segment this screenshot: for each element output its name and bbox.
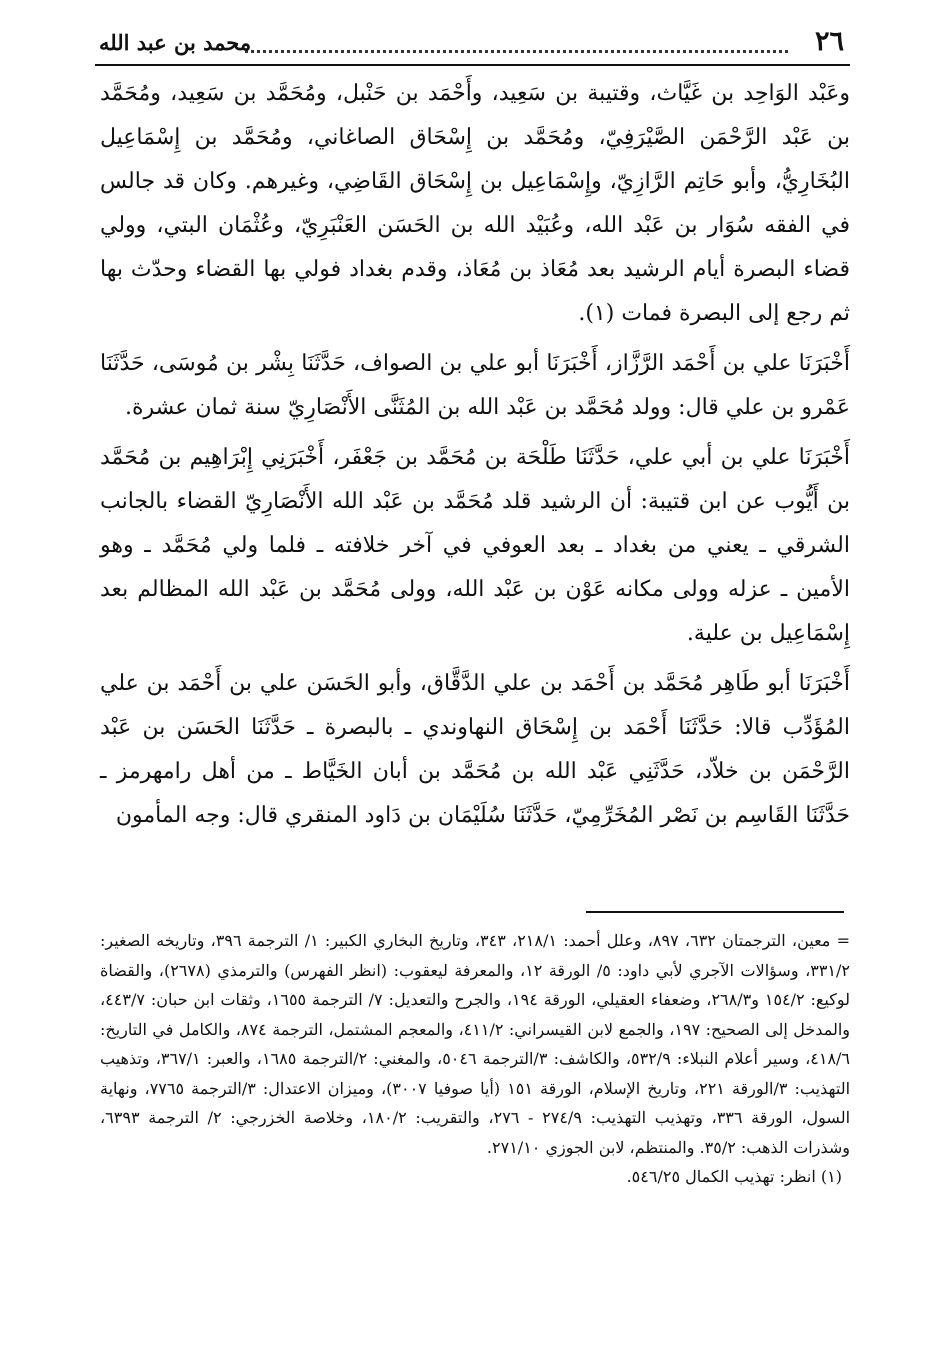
running-title: محمد بن عبد الله xyxy=(99,30,252,55)
body-paragraph: أَخْبَرَنَا علي بن أَحْمَد الرَّزَّاز، أَخْبَرَنَا أبو علي بن الصواف، حَدَّثَنَا بِشْر بن مُوسَى، حَدَّثَنَا عَمْرو بن علي قال: وولد مُحَمَّد بن عَبْد الله بن المُثَنَّى الأَنْصَارِيّ سنة ثمان عشرة. xyxy=(100,351,850,420)
body-paragraph: أَخْبَرَنَا أبو طَاهِر مُحَمَّد بن أَحْمَد بن علي الدَّقَّاق، وأبو الحَسَن علي بن أَحْمَد بن علي المُؤَدِّب قالا: حَدَّثَنَا أَحْمَد بن إِسْحَاق النهاوندي ـ بالبصرة ـ حَدَّثَنَا الحَسَن بن عَبْد الرَّحْمَن بن خلاّد، حَدَّثَنِي عَبْد الله بن مُحَمَّد بن أبان الخَيَّاط ـ من أهل رامهرمز ـ حَدَّثَنَا القَاسِم بن نَصْر المُخَرِّمِيّ، حَدَّثَنَا سُلَيْمَان بن دَاود المنقري قال: وجه المأمون xyxy=(100,671,850,828)
main-text xyxy=(100,72,850,844)
body-paragraph: أَخْبَرَنَا علي بن أبي علي، حَدَّثَنَا طَلْحَة بن مُحَمَّد بن جَعْفَر، أَخْبَرَنِي إِبْرَاهِيم بن مُحَمَّد بن أَيُّوب عن ابن قتيبة: أن الرشيد قلد مُحَمَّد بن عَبْد الله الأَنْصَارِيّ القضاء بالجانب الشرقي ـ يعني من بغداد ـ بعد العوفي في آخر خلافته ـ فلما ولي مُحَمَّد ـ وهو الأمين ـ عزله وولى مكانه عَوْن بن عَبْد الله، وولى مُحَمَّد بن عَبْد الله المظالم بعد إِسْمَاعِيل بن علية. xyxy=(100,445,850,646)
footnote-continuation: = معين، الترجمتان ٦٣٢، ٨٩٧، وعلل أحمد: ٢١٨/١، ٣٤٣، وتاريخ البخاري الكبير: ١/ الترجمة ٣٩٦، وتاريخه الصغير: ٣٣١/٢، وسؤالات الآجري لأبي داود: ٥/ الورقة ١٢، والمعرفة ليعقوب: (انظر الفهرس) والترمذي (٢٦٧٨)، والقضاة لوكيع: ١٥٤/٢ و٢٦٨/٣، وضعفاء العقيلي، الورقة ١٩٤، والجرح والتعديل: ٧/ الترجمة ١٦٥٥، وثقات ابن حبان: ٤٤٣/٧، والمدخل إلى الصحيح: ١٩٧، والجمع لابن القيسراني: ٤١١/٢، والمعجم المشتمل، الترجمة ٨٧٤، والكامل في التاريخ: ٤١٨/٦، وسير أعلام النبلاء: ٥٣٢/٩، والكاشف: ٣/الترجمة ٥٠٤٦، والمغني: ٢/الترجمة ١٦٨٥، والعبر: ٣٦٧/١، وتذهيب التهذيب: ٣/الورقة ٢٢١، وتاريخ الإسلام، الورقة ١٥١ (أيا صوفيا ٣٠٠٧)، وميزان الاعتدال: ٣/الترجمة ٧٧٦٥، ونهاية السول، الورقة ٣٣٦، وتهذيب التهذيب: ٢٧٤/٩ - ٢٧٦، والتقريب: ١٨٠/٢، وخلاصة الخزرجي: ٢/ الترجمة ٦٣٩٣، وشذرات الذهب: ٣٥/٢. والمنتظم، لابن الجوزي ٢٧١/١٠. xyxy=(100,931,851,1157)
footnotes xyxy=(100,926,850,1192)
footnote-separator xyxy=(586,911,844,913)
page-number: ٢٦ xyxy=(814,26,844,57)
header-dotted-leader xyxy=(245,50,788,53)
footnote-1: (١) انظر: تهذيب الكمال ٥٤٦/٢٥. xyxy=(626,1167,842,1186)
page-header xyxy=(95,24,850,66)
body-paragraph: وعَبْد الوَاحِد بن غَيَّاث، وقتيبة بن سَعِيد، وأَحْمَد بن حَنْبل، ومُحَمَّد بن سَعِيد، ومُحَمَّد بن عَبْد الرَّحْمَن الصَّيْرَفِيّ، ومُحَمَّد بن إِسْحَاق الصاغاني، ومُحَمَّد بن إِسْمَاعِيل البُخَارِيُّ، وأبو حَاتِم الرَّازِيّ، وإِسْمَاعِيل بن إِسْحَاق القَاضِي، وغيرهم. وكان قد جالس في الفقه سُوَار بن عَبْد الله، وعُبَيْد الله بن الحَسَن العَنْبَرِيّ، وعُثْمَان البتي، وولي قضاء البصرة أيام الرشيد بعد مُعَاذ بن مُعَاذ، وقدم بغداد فولي بها القضاء وحدّث بها ثم رجع إلى البصرة فمات (١). xyxy=(100,81,851,326)
